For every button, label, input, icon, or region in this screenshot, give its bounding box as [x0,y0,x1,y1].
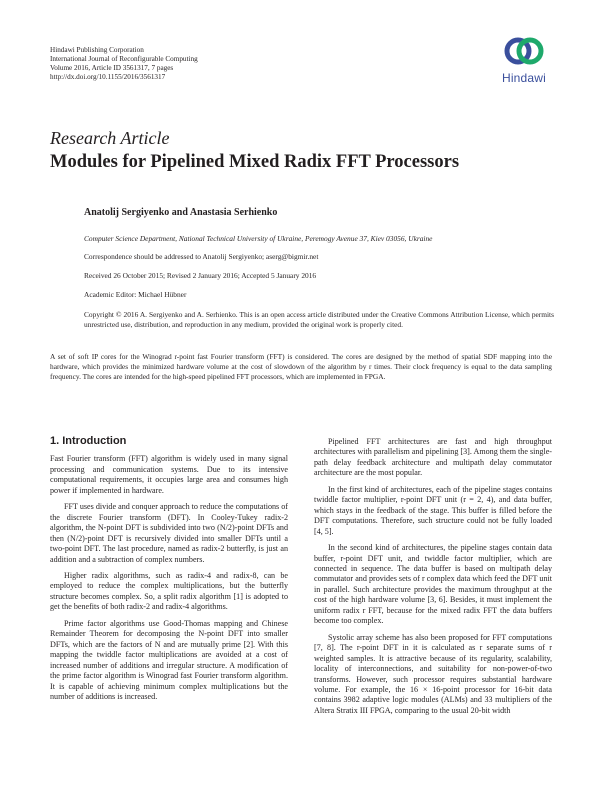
paragraph: In the second kind of architectures, the pipeline stages contain data buffer, r-point DFT unit, and twiddle factor multiplier, which are connected in sequence. The data buffer is based on multipath delay commutator and provides sets of r complex data which feed the DFT unit in parallel. Such architecture provides the maximum throughput at the cost of the high hardware volume [3, 6]. Besides, it must implement the uniform radix r FFT, because for the mixed radix FFT the data buffers become too complex. [314,543,552,626]
section-heading-introduction: 1. Introduction [50,435,127,447]
hindawi-logo [496,32,552,85]
volume-line: Volume 2016, Article ID 3561317, 7 pages [50,64,174,72]
publisher-line: Hindawi Publishing Corporation [50,46,144,54]
paragraph: FFT uses divide and conquer approach to reduce the computations of the discrete Fourier transform (DFT). In Cooley-Tukey radix-2 algorithm, the N-point DFT is subdivided into two (N/2)-point DFTs and then (N/2)-point DFT is recursively divided into smaller DFTs until a two-point DFT. The last procedure, named as radix-2 butterfly, is just an addition and a subtraction of complex numbers. [50,502,288,564]
paragraph: In the first kind of architectures, each of the pipeline stages contains twiddle factor multiplier, r-point DFT unit (r = 2, 4), and data buffer, which stays in the feedback of the stage. This buffer is filled before the DFT computations. Therefore, such structure could not be fully loaded [4, 5]. [314,484,552,536]
affiliation: Computer Science Department, National Technical University of Ukraine, Peremogy Avenue 37, Kiev 03056, Ukraine [84,234,433,243]
academic-editor: Academic Editor: Michael Hübner [84,290,187,299]
authors: Anatolij Sergiyenko and Anastasia Serhienko [84,207,278,218]
doi-link[interactable]: http://dx.doi.org/10.1155/2016/3561317 [50,73,166,81]
dates: Received 26 October 2015; Revised 2 January 2016; Accepted 5 January 2016 [84,271,317,280]
journal-name: International Journal of Reconfigurable Computing [50,55,198,63]
article-type: Research Article [50,128,170,148]
hindawi-logo-icon [502,32,546,70]
paragraph: Pipelined FFT architectures are fast and high throughput architectures with parallelism and pipelining [3]. Among them the single-path delay feedback architecture and multipath delay commutator architecture are the most popular. [314,437,552,478]
copyright: Copyright © 2016 A. Sergiyenko and A. Serhienko. This is an open access article distributed under the Creative Commons Attribution License, which permits unrestricted use, distribution, and reproduction in any medium, provided the original work is properly cited. [84,310,554,329]
paper-title: Modules for Pipelined Mixed Radix FFT Processors [50,152,460,172]
paragraph: Higher radix algorithms, such as radix-4 and radix-8, can be employed to reduce the complex multiplications, but the butterfly structure becomes complex. So, a split radix algorithm [1] is adopted to get the benefits of both radix-2 and radix-4 algorithms. [50,570,288,612]
right-column [314,437,552,722]
logo-text: Hindawi [501,71,547,85]
left-column [50,436,288,708]
paragraph: Prime factor algorithms use Good-Thomas mapping and Chinese Remainder Theorem for decomposing the N-point DFT into smaller DFTs, which are the factors of N and are mutually prime [2]. With this mapping the twiddle factor multiplications are avoided at a cost of increased number of additions and irregular structure. A modification of the prime factor algorithm is Winograd fast Fourier transform algorithm. It is capable of achieving minimum complex multiplications but the number of additions is increased. [50,618,288,701]
paragraph: Systolic array scheme has also been proposed for FFT computations [7, 8]. The r-point DFT in it is calculated as r separate sums of r weighted samples. It is attractive because of its regularity, scalability, locality of interconnections, and suitability for non-power-of-two transforms. However, such processor requires substantial hardware volume. For example, the 16 × 16-point processor for 16-bit data contains 3982 adaptive logic modules (ALMs) and 33 multipliers of the Altera Stratix III FPGA, comparing to the usual 20-bit width [314,632,552,715]
paragraph: Fast Fourier transform (FFT) algorithm is widely used in many signal processing and communication systems. Due to its intensive computational requirements, it occupies large area and consumes high power if implemented in hardware. [50,454,288,495]
correspondence: Correspondence should be addressed to Anatolij Sergiyenko; aserg@bigmir.net [84,252,319,261]
journal-header [50,46,198,82]
abstract: A set of soft IP cores for the Winograd r-point fast Fourier transform (FFT) is considered. The cores are designed by the method of spatial SDF mapping into the hardware, which provides the minimized hardware volume at the cost of slowdown of the algorithm by r times. Their clock frequency is equal to the data sampling frequency. The cores are intended for the high-speed pipelined FFT processors, which are implemented in FPGA. [50,352,552,382]
